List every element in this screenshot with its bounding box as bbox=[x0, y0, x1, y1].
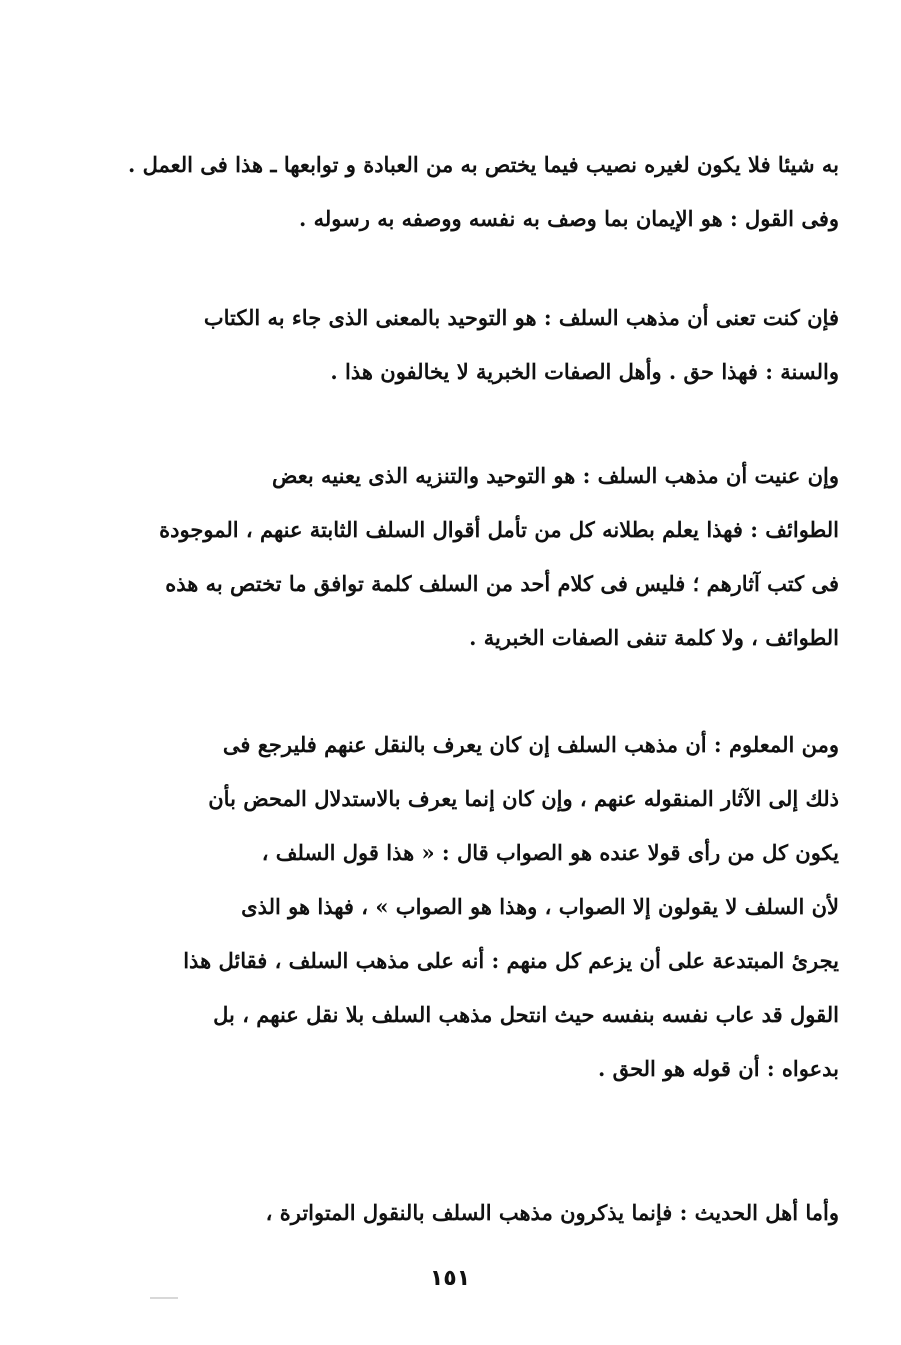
text-line: الطوائف : فهذا يعلم بطلانه كل من تأمل أقوال السلف الثابتة عنهم ، الموجودة bbox=[159, 517, 839, 542]
paragraph-1 bbox=[112, 138, 839, 246]
text-line: الطوائف ، ولا كلمة تنفى الصفات الخبرية . bbox=[469, 625, 839, 650]
paragraph-3 bbox=[112, 449, 839, 665]
text-line: ومن المعلوم : أن مذهب السلف إن كان يعرف بالنقل عنهم فليرجع فى bbox=[222, 732, 839, 757]
text-line: وفى القول : هو الإيمان بما وصف به نفسه ووصفه به رسوله . bbox=[299, 206, 839, 231]
text-line: به شيئا فلا يكون لغيره نصيب فيما يختص به من العبادة و توابعها ـ هذا فى العمل . bbox=[127, 152, 839, 177]
text-line: لأن السلف لا يقولون إلا الصواب ، وهذا هو الصواب » ، فهذا هو الذى bbox=[241, 894, 839, 919]
paragraph-5 bbox=[112, 1186, 839, 1240]
text-line: يجرئ المبتدعة على أن يزعم كل منهم : أنه على مذهب السلف ، فقائل هذا bbox=[183, 948, 839, 973]
text-line: والسنة : فهذا حق . وأهل الصفات الخبرية لا يخالفون هذا . bbox=[330, 359, 839, 384]
scan-speck-decoration bbox=[150, 1297, 178, 1299]
text-line: وأما أهل الحديث : فإنما يذكرون مذهب السلف بالنقول المتواترة ، bbox=[265, 1200, 839, 1225]
text-line: فى كتب آثارهم ؛ فليس فى كلام أحد من السلف كلمة توافق ما تختص به هذه bbox=[165, 571, 839, 596]
text-line: وإن عنيت أن مذهب السلف : هو التوحيد والتنزيه الذى يعنيه بعض bbox=[272, 463, 839, 488]
page-number: ١٥١ bbox=[429, 1266, 471, 1291]
text-line: بدعواه : أن قوله هو الحق . bbox=[597, 1056, 839, 1081]
text-line: القول قد عاب نفسه بنفسه حيث انتحل مذهب السلف بلا نقل عنهم ، بل bbox=[213, 1002, 839, 1027]
paragraph-4 bbox=[112, 718, 839, 1096]
text-line: فإن كنت تعنى أن مذهب السلف : هو التوحيد بالمعنى الذى جاء به الكتاب bbox=[203, 305, 839, 330]
text-line: ذلك إلى الآثار المنقوله عنهم ، وإن كان إنما يعرف بالاستدلال المحض بأن bbox=[208, 786, 839, 811]
text-line: يكون كل من رأى قولا عنده هو الصواب قال : « هذا قول السلف ، bbox=[261, 840, 839, 865]
paragraph-2 bbox=[112, 291, 839, 399]
